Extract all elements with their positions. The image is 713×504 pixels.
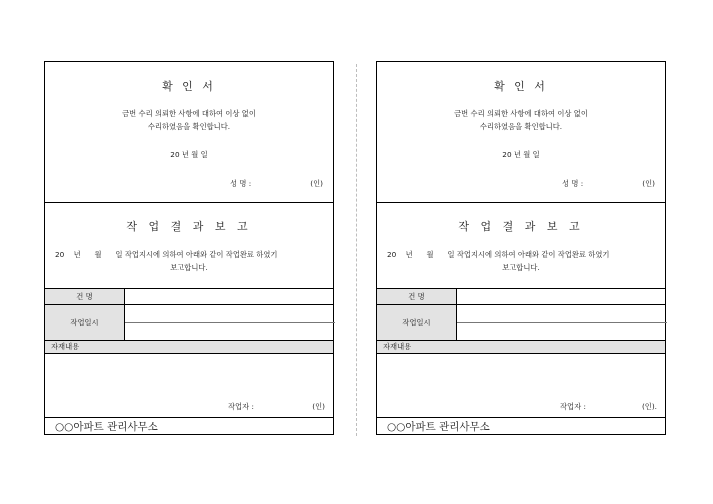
materials-label: 자재내용: [45, 340, 333, 354]
report-title: 작 업 결 과 보 고: [458, 220, 584, 233]
worker-label: 작업자 :: [560, 402, 586, 411]
office-name: ○○아파트 관리사무소: [55, 421, 158, 433]
confirmation-date: 20 년 월 일: [502, 150, 540, 159]
work-datetime-label: 작업일시: [377, 305, 457, 340]
report-text-line-1: 20 년 월 일 작업지시에 의하여 아래와 같이 작업완료 하였기: [55, 250, 278, 259]
form-left: [44, 61, 334, 435]
confirmation-name-label: 성 명 :: [562, 179, 584, 188]
confirmation-seal: (인): [310, 179, 323, 188]
confirmation-line-2: 수리하였음을 확인합니다.: [147, 122, 231, 131]
confirmation-line-2: 수리하였음을 확인합니다.: [479, 122, 563, 131]
confirmation-title: 확 인 서: [494, 80, 548, 93]
worker-label: 작업자 :: [228, 402, 254, 411]
report-title: 작 업 결 과 보 고: [126, 220, 252, 233]
job-name-label: 건 명: [45, 289, 125, 304]
work-datetime-label: 작업일시: [45, 305, 125, 340]
confirmation-title: 확 인 서: [162, 80, 216, 93]
office-name: ○○아파트 관리사무소: [387, 421, 490, 433]
job-name-label: 건 명: [377, 289, 457, 304]
section-divider: [45, 202, 333, 203]
worker-seal: (인): [312, 402, 325, 411]
datetime-inner-border: [457, 322, 667, 323]
confirmation-line-1: 금번 수리 의뢰한 사항에 대하여 이상 없이: [454, 109, 588, 118]
footer-divider: [377, 417, 665, 418]
confirmation-name-label: 성 명 :: [230, 179, 252, 188]
report-text-line-1: 20 년 월 일 작업지시에 의하여 아래와 같이 작업완료 하였기: [387, 250, 610, 259]
report-text-line-2: 보고합니다.: [502, 263, 540, 272]
worker-seal: (인).: [641, 402, 657, 411]
cut-line-divider: [356, 64, 357, 436]
footer-divider: [45, 417, 333, 418]
confirmation-line-1: 금번 수리 의뢰한 사항에 대하여 이상 없이: [122, 109, 256, 118]
datetime-inner-border: [125, 322, 335, 323]
section-divider: [377, 202, 665, 203]
confirmation-date: 20 년 월 일: [170, 150, 208, 159]
materials-label: 자재내용: [377, 340, 665, 354]
confirmation-seal: (인): [642, 179, 655, 188]
form-right: [376, 61, 666, 435]
report-text-line-2: 보고합니다.: [170, 263, 208, 272]
